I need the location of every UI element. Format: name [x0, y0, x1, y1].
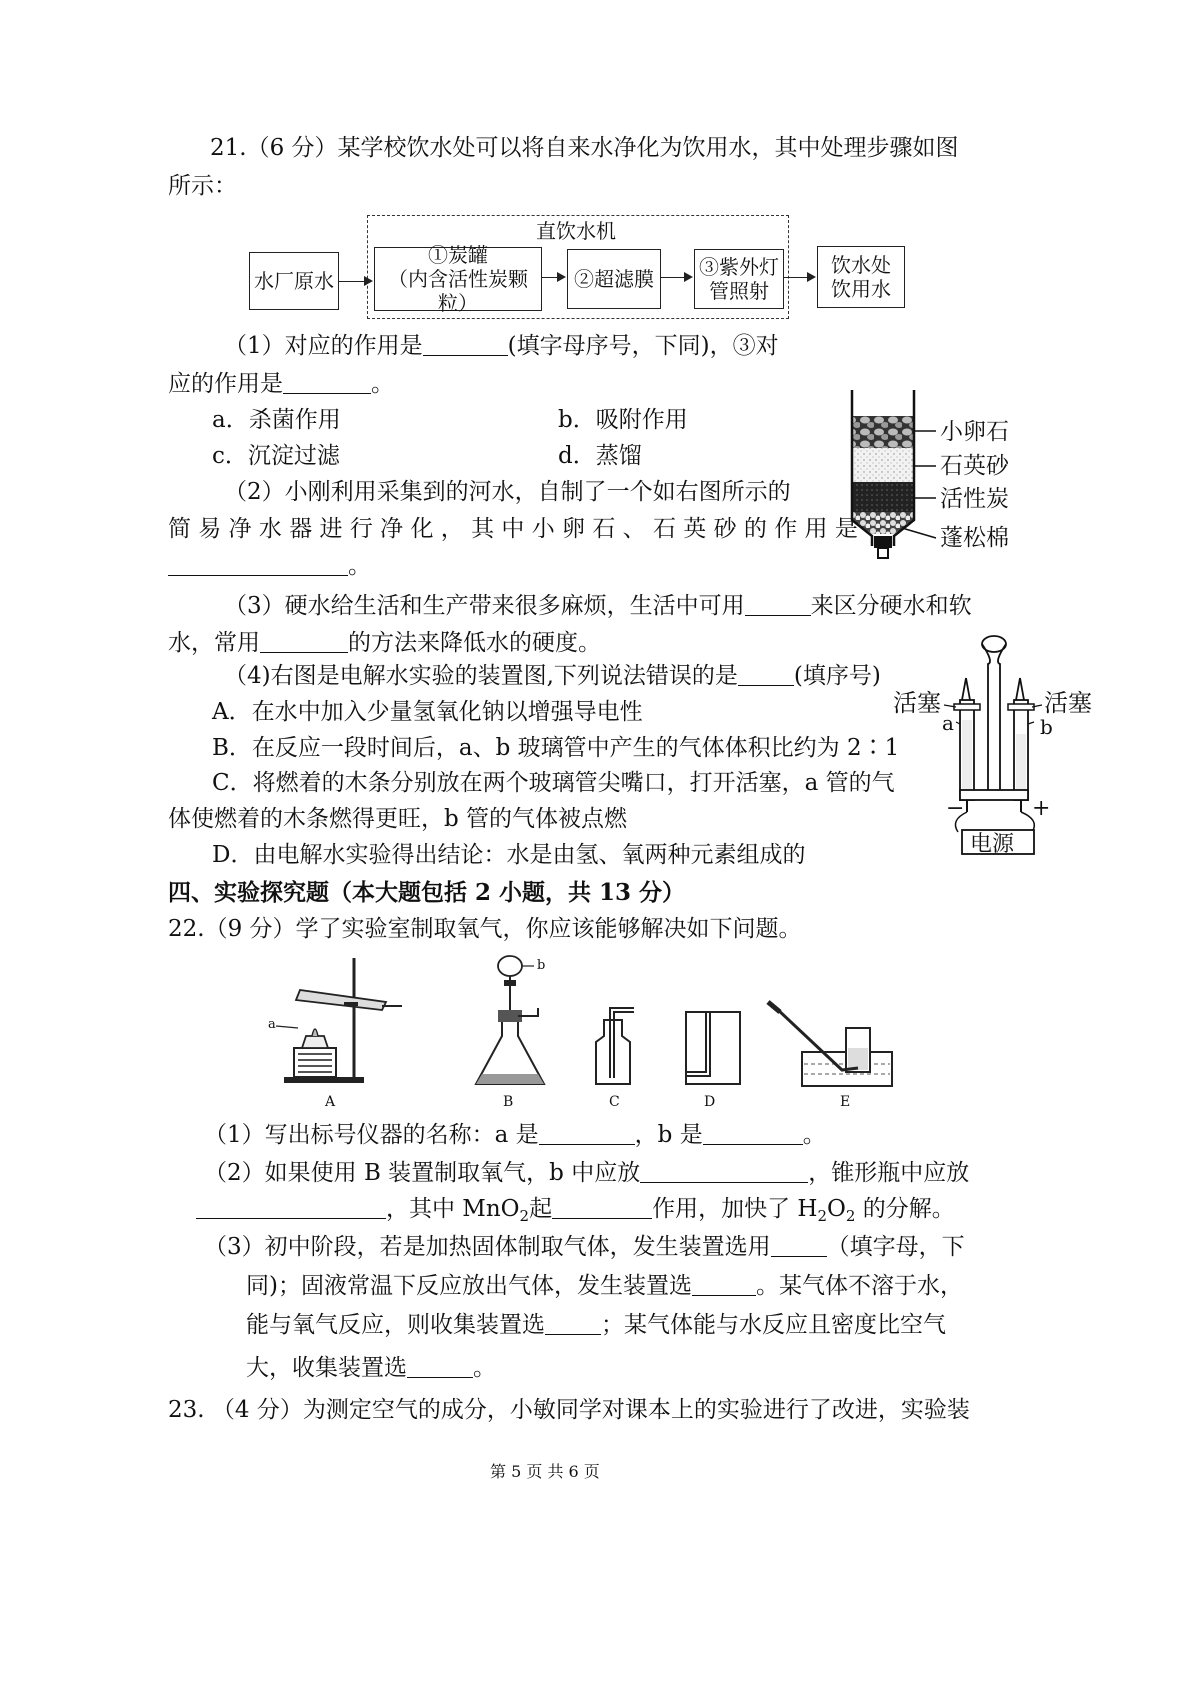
carbon-layer — [852, 482, 914, 512]
choice-C-line1: C．将燃着的木条分别放在两个玻璃管尖嘴口，打开活塞，a 管的气 — [212, 770, 895, 796]
apparatus-svg — [262, 950, 902, 1115]
arrow-1 — [339, 281, 371, 282]
pebble-layer — [852, 416, 914, 448]
choice-B: B．在反应一段时间后，a、b 玻璃管中产生的气体体积比约为 2∶1 — [212, 735, 900, 761]
answer-blank-q22-3b[interactable] — [692, 1273, 756, 1296]
answer-blank-q21-1b[interactable] — [283, 371, 371, 394]
arrow-4 — [784, 277, 814, 278]
answer-blank-q22-2b[interactable] — [196, 1196, 386, 1219]
section-4-title: 四、实验探究题（本大题包括 2 小题，共 13 分） — [168, 879, 686, 906]
box-ultrafiltration: ②超滤膜 — [567, 249, 661, 309]
q22-part3-line4: 大，收集装置选 。 — [246, 1355, 496, 1381]
label-apparatus-B: B — [503, 1094, 514, 1110]
arrow-3 — [661, 277, 691, 278]
q22-part1: （1）写出标号仪器的名称：a 是 ，b 是 。 — [204, 1122, 826, 1148]
q21-part3-line1: （3）硬水给生活和生产带来很多麻烦，生活中可用 来区分硬水和软 — [224, 593, 972, 619]
q21-intro-line1: 21.（6 分）某学校饮水处可以将自来水净化为饮用水，其中处理步骤如图 — [210, 135, 959, 161]
label-apparatus-D: D — [704, 1094, 716, 1110]
answer-blank-q21-3b[interactable] — [260, 630, 348, 653]
answer-blank-q22-1a[interactable] — [539, 1122, 635, 1145]
q21-part2-line3: 。 — [168, 551, 371, 581]
box-drinking-water: 饮水处 饮用水 — [817, 246, 905, 308]
q21-part1-line1: （1）对应的作用是 (填字母序号，下同)，③对 — [224, 333, 779, 359]
q22-intro: 22.（9 分）学了实验室制取氧气，你应该能够解决如下问题。 — [168, 916, 802, 942]
q22-part2-line2: ，其中 MnO$_2$起 作用，加快了 $H_2O_2$ 的分解。 — [196, 1194, 955, 1231]
label-anode-plus: + — [1032, 796, 1051, 821]
label-apparatus-A: A — [325, 1094, 336, 1110]
label-tube-a: a — [942, 711, 954, 735]
answer-blank-q22-2c[interactable] — [552, 1196, 652, 1219]
option-d: d．蒸馏 — [558, 443, 642, 469]
label-cotton: 蓬松棉 — [940, 525, 1009, 551]
arrow-2 — [542, 277, 564, 278]
box-uv-lamp: ③紫外灯 管照射 — [694, 249, 784, 309]
page-footer: 第 5 页 共 6 页 — [490, 1462, 600, 1481]
apparatus-C — [596, 1008, 634, 1084]
label-valve-right: 活塞 — [1044, 689, 1092, 717]
label-instrument-b: b — [537, 958, 546, 973]
box-carbon-tank: ①炭罐 （内含活性炭颗粒） — [374, 247, 542, 311]
choice-A: A．在水中加入少量氢氧化钠以增强导电性 — [212, 699, 643, 725]
label-valve-left: 活塞 — [893, 689, 941, 717]
answer-blank-q22-3c[interactable] — [545, 1312, 601, 1335]
q21-part2-line2: 简 易 净 水 器 进 行 净 化 ， 其 中 小 卵 石 、 石 英 砂 的 作 用 是 — [168, 516, 858, 542]
electrolysis-svg — [890, 628, 1100, 860]
label-instrument-a: a — [268, 1017, 276, 1032]
q21-intro-line2: 所示： — [168, 173, 237, 199]
apparatus-E — [768, 1002, 892, 1086]
label-tube-b: b — [1040, 715, 1053, 739]
box-source-water: 水厂原水 — [249, 252, 339, 310]
answer-blank-q21-1a[interactable] — [423, 333, 508, 356]
answer-blank-q22-1b[interactable] — [703, 1122, 803, 1145]
apparatus-A — [276, 958, 402, 1083]
label-activated-carbon: 活性炭 — [940, 486, 1009, 512]
q22-part3-line1: （3）初中阶段，若是加热固体制取气体，发生装置选用 （填字母，下 — [204, 1234, 965, 1260]
apparatus-D — [686, 1012, 740, 1084]
option-b: b．吸附作用 — [558, 407, 688, 433]
apparatus-B — [476, 956, 544, 1084]
label-pebbles: 小卵石 — [940, 419, 1009, 445]
cotton-layer — [852, 512, 914, 534]
group-label: 直饮水机 — [532, 219, 620, 243]
answer-blank-q22-3a[interactable] — [771, 1234, 827, 1257]
option-c: c．沉淀过滤 — [212, 443, 340, 469]
choice-D: D．由电解水实验得出结论：水是由氢、氧两种元素组成的 — [212, 842, 806, 868]
label-cathode-minus: − — [946, 796, 965, 821]
sand-layer — [852, 448, 914, 482]
label-apparatus-E: E — [840, 1094, 851, 1110]
q22-part3-line2: 同)；固液常温下反应放出气体，发生装置选 。某气体不溶于水， — [246, 1273, 963, 1299]
answer-blank-q21-2[interactable] — [168, 553, 348, 576]
q23-intro: 23. （4 分）为测定空气的成分，小敏同学对课本上的实验进行了改进，实验装 — [168, 1397, 970, 1423]
label-apparatus-C: C — [609, 1094, 620, 1110]
label-power-supply: 电源 — [970, 832, 1015, 857]
option-a: a．杀菌作用 — [212, 407, 341, 433]
answer-blank-q21-3a[interactable] — [745, 593, 811, 616]
q22-part2-line1: （2）如果使用 B 装置制取氧气，b 中应放 ，锥形瓶中应放 — [204, 1160, 970, 1186]
answer-blank-q22-3d[interactable] — [407, 1355, 473, 1378]
answer-blank-q22-2a[interactable] — [640, 1160, 808, 1183]
choice-C-line2: 体使燃着的木条燃得更旺，b 管的气体被点燃 — [168, 806, 628, 832]
q22-part3-line3: 能与氧气反应，则收集装置选 ；某气体能与水反应且密度比空气 — [246, 1312, 946, 1338]
q21-part3-line2: 水，常用 的方法来降低水的硬度。 — [168, 630, 601, 656]
q21-part2-line1: （2）小刚利用采集到的河水，自制了一个如右图所示的 — [224, 479, 791, 505]
answer-blank-q21-4[interactable] — [738, 663, 794, 686]
q21-part4-stem: （4)右图是电解水实验的装置图,下列说法错误的是 (填序号) — [224, 663, 881, 689]
label-quartz-sand: 石英砂 — [940, 453, 1009, 479]
q21-part1-line2: 应的作用是 。 — [168, 371, 394, 397]
